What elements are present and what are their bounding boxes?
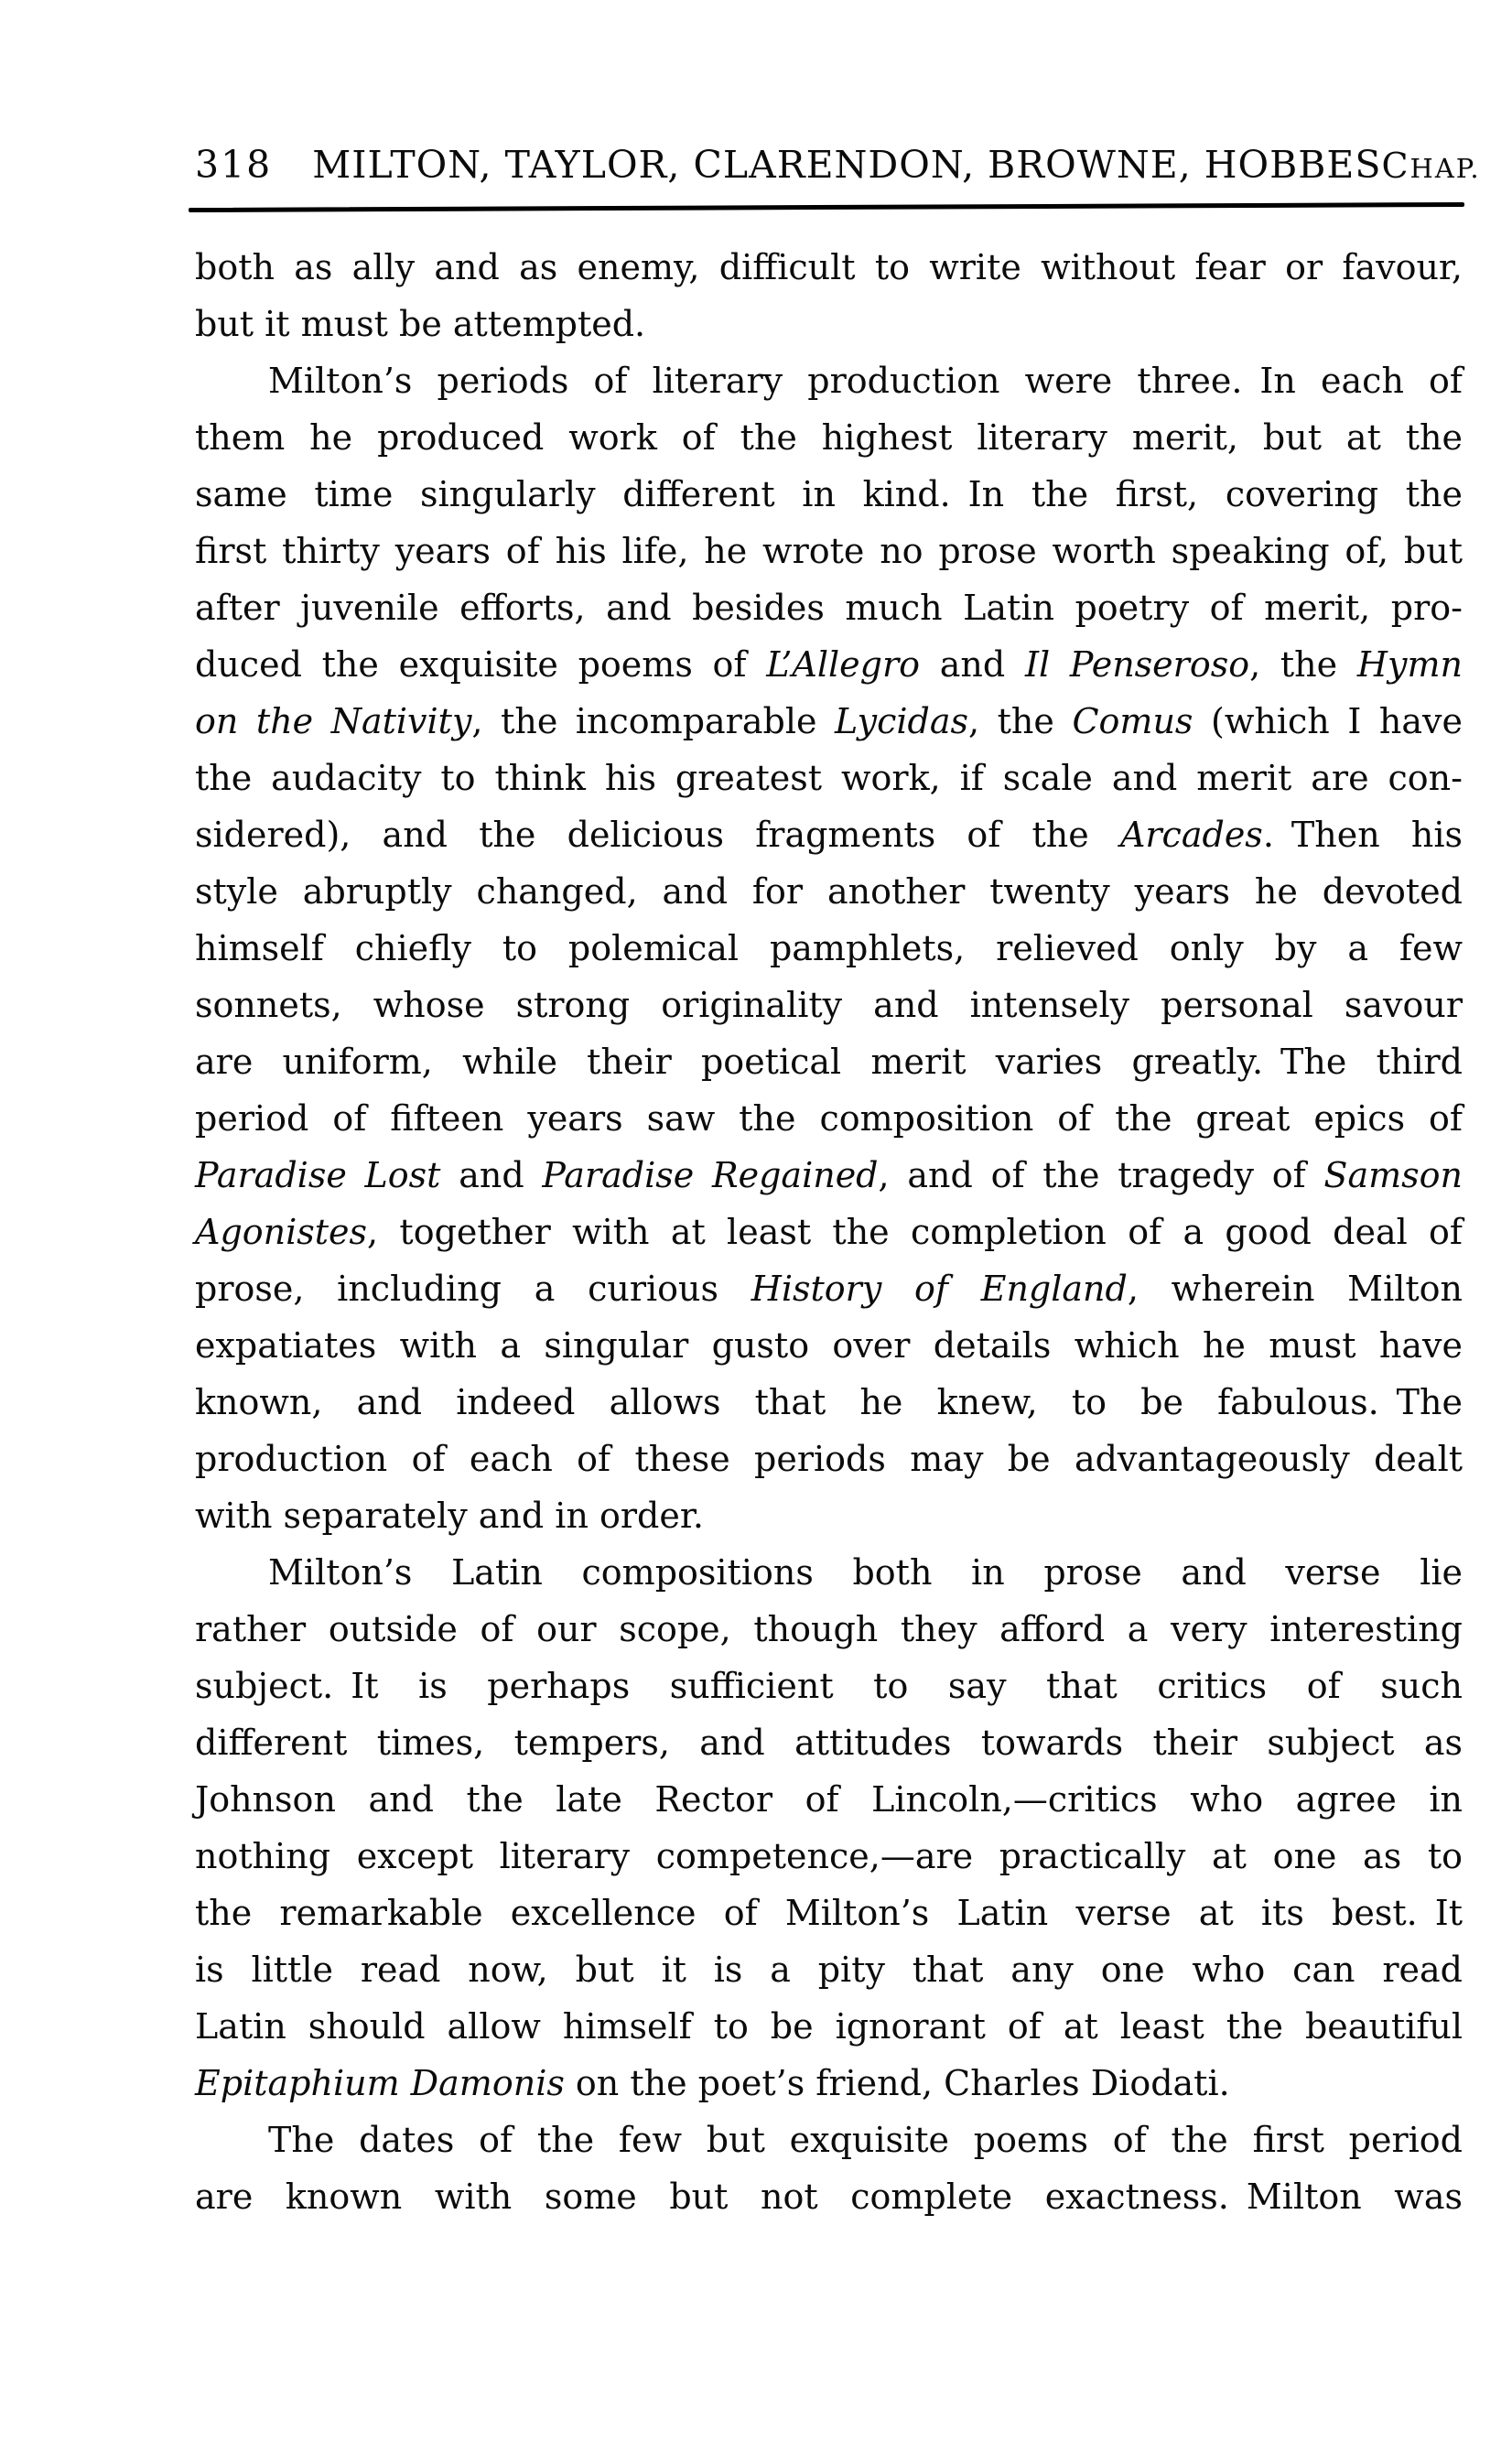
text-line: are uniform, while their poetical merit varies greatly. The third	[195, 1042, 1463, 1082]
text-line: after juvenile efforts, and besides much Latin poetry of merit, pro-	[195, 588, 1463, 628]
text-line: Milton’s Latin compositions both in prose and verse lie	[268, 1552, 1463, 1593]
text-line: Latin should allow himself to be ignorant of at least the beautiful	[195, 2006, 1463, 2047]
page-number: 318	[195, 143, 273, 187]
text-line: Johnson and the late Rector of Lincoln,—critics who agree in	[195, 1779, 1463, 1820]
text-line: the audacity to think his greatest work, if scale and merit are con-	[195, 758, 1463, 798]
text-line: prose, including a curious History of England, wherein Milton	[195, 1269, 1463, 1309]
text-line: different times, tempers, and attitudes towards their subject as	[195, 1723, 1463, 1763]
text-line: sonnets, whose strong originality and intensely personal savour	[195, 985, 1463, 1025]
running-header	[195, 143, 1481, 187]
text-line: with separately and in order.	[195, 1496, 704, 1536]
text-line: period of fifteen years saw the composition of the great epics of	[195, 1098, 1463, 1139]
text-line: the remarkable excellence of Milton’s Latin verse at its best. It	[195, 1893, 1463, 1933]
text-line: sidered), and the delicious fragments of the Arcades. Then his	[195, 815, 1463, 855]
header-rule	[189, 202, 1464, 212]
text-line: Epitaphium Damonis on the poet’s friend, Charles Diodati.	[195, 2063, 1230, 2103]
text-line: on the Nativity, the incomparable Lycidas, the Comus (which I have	[195, 701, 1463, 741]
text-line: Milton’s periods of literary production were three. In each of	[268, 361, 1463, 401]
text-line: nothing except literary competence,—are practically at one as to	[195, 1836, 1463, 1876]
text-line: both as ally and as enemy, difficult to write without fear or favour,	[195, 247, 1463, 287]
text-line: duced the exquisite poems of L’Allegro and Il Penseroso, the Hymn	[195, 644, 1463, 685]
text-line: subject. It is perhaps sufficient to say that critics of such	[195, 1666, 1463, 1706]
text-line: The dates of the few but exquisite poems of the first period	[268, 2120, 1463, 2160]
text-line: Paradise Lost and Paradise Regained, and of the tragedy of Samson	[195, 1155, 1463, 1195]
text-line: rather outside of our scope, though they afford a very interesting	[195, 1609, 1463, 1649]
text-line: Agonistes, together with at least the completion of a good deal of	[195, 1212, 1463, 1252]
text-line: style abruptly changed, and for another twenty years he devoted	[195, 871, 1463, 912]
running-title: MILTON, TAYLOR, CLARENDON, BROWNE, HOBBES	[312, 143, 1382, 187]
text-line: is little read now, but it is a pity that any one who can read	[195, 1950, 1463, 1990]
chapter-label: CHAP.	[1381, 146, 1481, 186]
text-line: expatiates with a singular gusto over details which he must have	[195, 1325, 1463, 1366]
text-block	[195, 239, 1463, 2225]
text-line: production of each of these periods may be advantageously dealt	[195, 1439, 1463, 1479]
text-line: known, and indeed allows that he knew, to be fabulous. The	[195, 1382, 1463, 1422]
text-line: himself chiefly to polemical pamphlets, relieved only by a few	[195, 928, 1463, 968]
text-line: same time singularly different in kind. In the first, covering the	[195, 474, 1463, 514]
text-line: them he produced work of the highest literary merit, but at the	[195, 417, 1463, 458]
text-line: first thirty years of his life, he wrote no prose worth speaking of, but	[195, 531, 1463, 571]
text-line: are known with some but not complete exactness. Milton was	[195, 2177, 1463, 2217]
text-line: but it must be attempted.	[195, 304, 646, 344]
